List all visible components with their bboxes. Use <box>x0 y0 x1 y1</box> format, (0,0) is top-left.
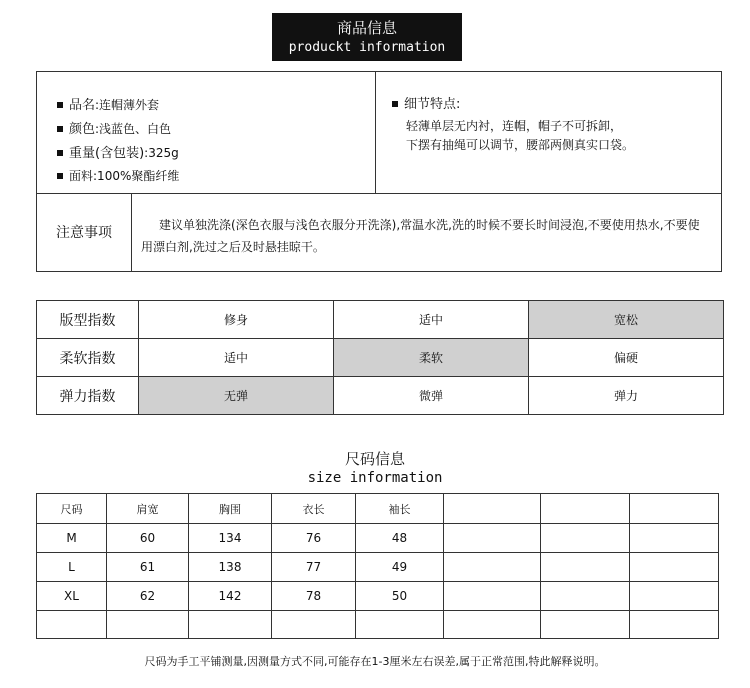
attributes-panel <box>37 72 376 193</box>
size-cell <box>630 611 719 639</box>
size-row <box>37 582 719 611</box>
notice-label: 注意事项 <box>56 225 112 241</box>
index-table <box>36 300 724 415</box>
index-row <box>37 377 724 415</box>
index-label: 柔软指数 <box>37 339 139 377</box>
size-row <box>37 524 719 553</box>
size-cell <box>444 582 541 611</box>
size-table <box>36 493 719 639</box>
size-cell: 60 <box>107 524 189 553</box>
size-info-title: 尺码信息 <box>344 450 405 468</box>
size-cell: 138 <box>189 553 272 582</box>
index-option: 宽松 <box>529 301 724 339</box>
product-info-title: 商品信息 <box>336 19 397 37</box>
size-header-cell <box>444 494 541 524</box>
bullet-icon <box>57 173 63 179</box>
product-info-box <box>36 71 722 272</box>
details-panel <box>376 72 721 193</box>
size-cell: 142 <box>189 582 272 611</box>
size-cell: 62 <box>107 582 189 611</box>
size-cell <box>444 611 541 639</box>
size-header-cell <box>630 494 719 524</box>
size-cell <box>541 582 630 611</box>
index-label: 弹力指数 <box>37 377 139 415</box>
attribute-name: 品名:连帽薄外套 <box>57 97 159 114</box>
bullet-icon <box>57 102 63 108</box>
index-row <box>37 339 724 377</box>
size-cell <box>630 582 719 611</box>
details-line: 轻薄单层无内衬，连帽，帽子不可拆卸， <box>406 119 623 133</box>
size-row <box>37 553 719 582</box>
index-label: 版型指数 <box>37 301 139 339</box>
size-cell: L <box>37 553 107 582</box>
bullet-icon <box>57 126 63 132</box>
measurement-footnote: 尺码为手工平铺测量,因测量方式不同,可能存在1-3厘米左右误差,属于正常范围,特此解释说明。 <box>144 655 606 668</box>
size-cell <box>356 611 444 639</box>
notice-label-cell <box>37 194 132 271</box>
size-info-subtitle: size information <box>307 470 443 486</box>
details-line: 下摆有抽绳可以调节，腰部两侧真实口袋。 <box>406 138 635 152</box>
index-row <box>37 301 724 339</box>
index-option: 适中 <box>139 339 334 377</box>
index-option: 弹力 <box>529 377 724 415</box>
attribute-fabric: 面料:100%聚酯纤维 <box>57 168 179 184</box>
attribute-weight: 重量(含包装):325g <box>57 145 179 162</box>
index-option: 柔软 <box>334 339 529 377</box>
size-cell <box>630 524 719 553</box>
divider <box>37 193 721 194</box>
size-header-cell: 尺码 <box>37 494 107 524</box>
index-option: 修身 <box>139 301 334 339</box>
size-cell: 49 <box>356 553 444 582</box>
size-header-cell: 胸围 <box>189 494 272 524</box>
size-header-row <box>37 494 719 524</box>
notice-text: 建议单独洗涤(深色衣服与浅色衣服分开洗涤),常温水洗,洗的时候不要长时间浸泡,不要使用热水,不要使用漂白剂,洗过之后及时悬挂晾干。 <box>141 218 700 254</box>
size-cell <box>630 553 719 582</box>
size-row <box>37 611 719 639</box>
index-option: 微弹 <box>334 377 529 415</box>
size-header-cell: 肩宽 <box>107 494 189 524</box>
size-cell: 134 <box>189 524 272 553</box>
size-cell: 48 <box>356 524 444 553</box>
size-header-cell: 袖长 <box>356 494 444 524</box>
size-cell: M <box>37 524 107 553</box>
size-cell <box>444 553 541 582</box>
product-info-subtitle: produckt information <box>288 40 446 55</box>
index-option: 偏硬 <box>529 339 724 377</box>
details-title: 细节特点: <box>392 97 460 113</box>
size-cell <box>541 524 630 553</box>
size-cell <box>541 553 630 582</box>
size-cell: XL <box>37 582 107 611</box>
size-cell: 76 <box>272 524 356 553</box>
index-option: 无弹 <box>139 377 334 415</box>
size-cell <box>444 524 541 553</box>
size-cell <box>272 611 356 639</box>
size-cell <box>189 611 272 639</box>
size-cell <box>37 611 107 639</box>
size-cell: 78 <box>272 582 356 611</box>
size-cell: 77 <box>272 553 356 582</box>
size-cell <box>107 611 189 639</box>
size-header-cell <box>541 494 630 524</box>
size-cell: 61 <box>107 553 189 582</box>
attribute-color: 颜色:浅蓝色、白色 <box>57 121 171 138</box>
index-option: 适中 <box>334 301 529 339</box>
size-cell <box>541 611 630 639</box>
size-header-cell: 衣长 <box>272 494 356 524</box>
size-cell: 50 <box>356 582 444 611</box>
bullet-icon <box>57 150 63 156</box>
bullet-icon <box>392 101 398 107</box>
section-title-badge <box>272 13 462 61</box>
